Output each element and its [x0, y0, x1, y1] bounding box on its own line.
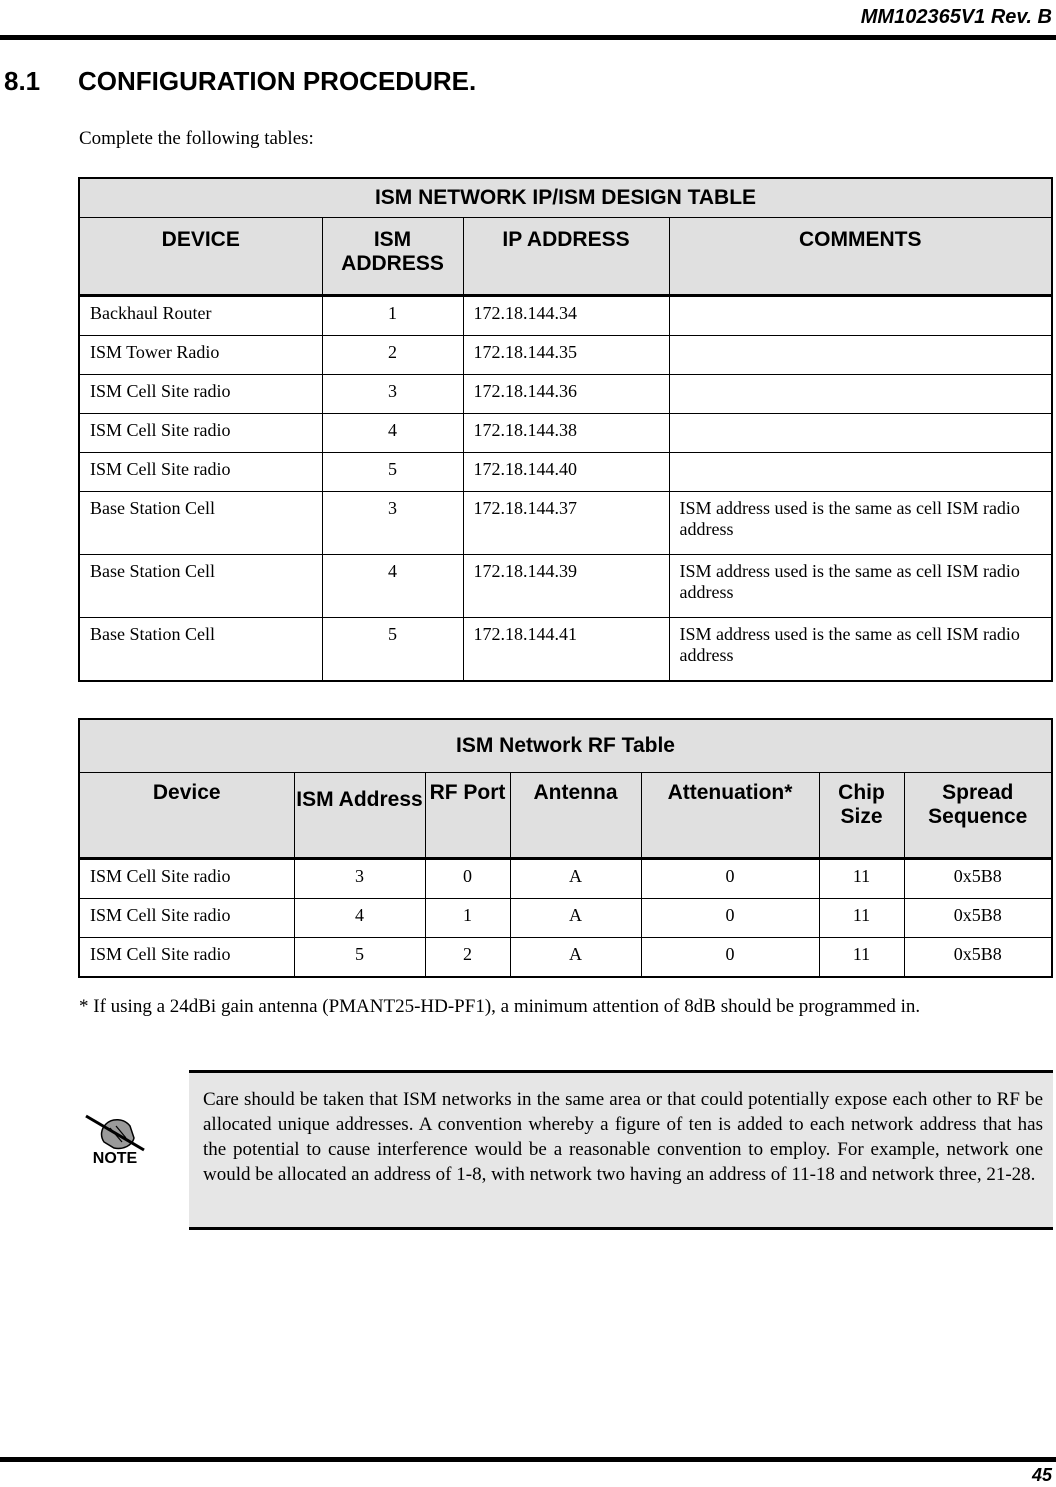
header-rule — [0, 35, 1056, 40]
ism-address-cell: 3 — [322, 375, 463, 414]
table2-col-attenuation: Attenuation* — [641, 773, 819, 859]
table1-title: ISM NETWORK IP/ISM DESIGN TABLE — [79, 178, 1052, 218]
device-cell: Base Station Cell — [79, 492, 322, 555]
ip-address-cell: 172.18.144.39 — [463, 555, 669, 618]
ism-address-cell: 2 — [322, 336, 463, 375]
table2-title: ISM Network RF Table — [79, 719, 1052, 773]
device-cell: Base Station Cell — [79, 618, 322, 682]
device-cell: ISM Cell Site radio — [79, 453, 322, 492]
table-row — [79, 375, 1052, 414]
spread-sequence-cell: 0x5B8 — [904, 859, 1052, 899]
spread-sequence-cell: 0x5B8 — [904, 938, 1052, 978]
document-reference: MM102365V1 Rev. B — [860, 6, 1052, 28]
ism-address-cell: 5 — [322, 453, 463, 492]
device-cell: ISM Cell Site radio — [79, 414, 322, 453]
device-cell: ISM Cell Site radio — [79, 375, 322, 414]
chip-size-cell: 11 — [819, 899, 904, 938]
rf-table — [78, 718, 1053, 978]
comments-cell: ISM address used is the same as cell ISM radio address — [669, 492, 1052, 555]
page-number: 45 — [1031, 1465, 1052, 1485]
ip-address-cell: 172.18.144.36 — [463, 375, 669, 414]
device-cell: Backhaul Router — [79, 296, 322, 336]
comments-cell — [669, 414, 1052, 453]
table2-col-chip-size: Chip Size — [819, 773, 904, 859]
ip-address-cell: 172.18.144.34 — [463, 296, 669, 336]
device-cell: ISM Cell Site radio — [79, 938, 294, 978]
comments-cell — [669, 336, 1052, 375]
table-row — [79, 492, 1052, 555]
note-box — [189, 1070, 1053, 1230]
ip-address-cell: 172.18.144.37 — [463, 492, 669, 555]
table-row — [79, 296, 1052, 336]
ism-address-cell: 1 — [322, 296, 463, 336]
ip-address-cell: 172.18.144.40 — [463, 453, 669, 492]
table-row — [79, 618, 1052, 682]
comments-cell: ISM address used is the same as cell ISM radio address — [669, 618, 1052, 682]
table2-col-antenna: Antenna — [510, 773, 641, 859]
chip-size-cell: 11 — [819, 938, 904, 978]
table2-col-spread-sequence: Spread Sequence — [904, 773, 1052, 859]
device-cell: ISM Cell Site radio — [79, 859, 294, 899]
rf-port-cell: 0 — [425, 859, 510, 899]
rf-port-cell: 1 — [425, 899, 510, 938]
ip-address-cell: 172.18.144.38 — [463, 414, 669, 453]
antenna-cell: A — [510, 859, 641, 899]
antenna-cell: A — [510, 899, 641, 938]
ism-address-cell: 4 — [322, 555, 463, 618]
table1-col-device: DEVICE — [79, 218, 322, 296]
comments-cell: ISM address used is the same as cell ISM radio address — [669, 555, 1052, 618]
ip-design-table — [78, 177, 1053, 682]
section-heading — [4, 66, 476, 97]
section-title: CONFIGURATION PROCEDURE. — [78, 66, 477, 96]
ism-address-cell: 4 — [294, 899, 425, 938]
table-row — [79, 938, 1052, 978]
device-cell: ISM Tower Radio — [79, 336, 322, 375]
table2-col-device: Device — [79, 773, 294, 859]
device-cell: ISM Cell Site radio — [79, 899, 294, 938]
attenuation-cell: 0 — [641, 899, 819, 938]
table-row — [79, 899, 1052, 938]
table1-col-comments: COMMENTS — [669, 218, 1052, 296]
table-row — [79, 336, 1052, 375]
attenuation-cell: 0 — [641, 859, 819, 899]
chip-size-cell: 11 — [819, 859, 904, 899]
table-row — [79, 555, 1052, 618]
ip-address-cell: 172.18.144.41 — [463, 618, 669, 682]
ism-address-cell: 5 — [294, 938, 425, 978]
intro-text: Complete the following tables: — [79, 128, 314, 149]
spread-sequence-cell: 0x5B8 — [904, 899, 1052, 938]
footer-rule — [0, 1457, 1056, 1462]
section-number: 8.1 — [4, 66, 41, 96]
table1-col-ism-address: ISM ADDRESS — [322, 218, 463, 296]
ism-address-cell: 5 — [322, 618, 463, 682]
attenuation-cell: 0 — [641, 938, 819, 978]
ism-address-cell: 4 — [322, 414, 463, 453]
note-label: NOTE — [92, 1150, 138, 1167]
antenna-cell: A — [510, 938, 641, 978]
device-cell: Base Station Cell — [79, 555, 322, 618]
table2-col-rf-port: RF Port — [425, 773, 510, 859]
comments-cell — [669, 296, 1052, 336]
note-text: Care should be taken that ISM networks in the same area or that could potentially expose each other to RF be allocated unique addresses. A convention whereby a figure of ten is added to each network address that has the potential to cause interference would be a reasonable convention to employ. For example, network one would be allocated an address of 1-8, with network two having an address of 11-18 and network three, 21-28. — [203, 1089, 1043, 1185]
attenuation-footnote: * If using a 24dBi gain antenna (PMANT25-HD-PF1), a minimum attention of 8dB should be programmed in. — [79, 996, 921, 1017]
ism-address-cell: 3 — [294, 859, 425, 899]
table1-col-ip-address: IP ADDRESS — [463, 218, 669, 296]
ip-address-cell: 172.18.144.35 — [463, 336, 669, 375]
table-row — [79, 453, 1052, 492]
table-row — [79, 414, 1052, 453]
table-row — [79, 859, 1052, 899]
comments-cell — [669, 453, 1052, 492]
ism-address-cell: 3 — [322, 492, 463, 555]
rf-port-cell: 2 — [425, 938, 510, 978]
table2-col-ism-address: ISM Address — [294, 773, 425, 859]
comments-cell — [669, 375, 1052, 414]
